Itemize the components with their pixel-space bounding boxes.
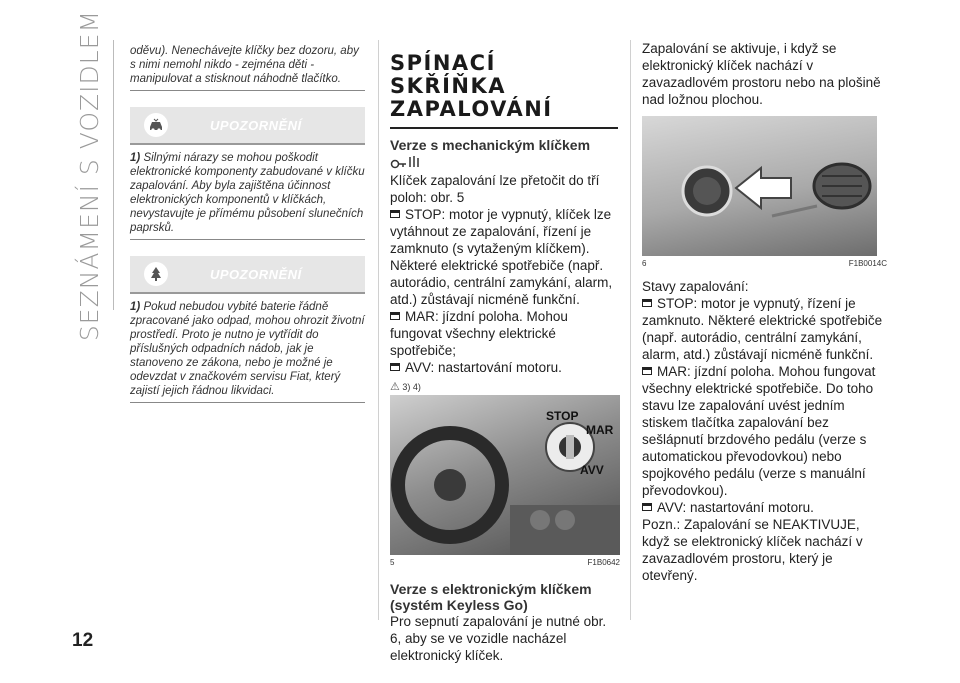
- tree-environment-icon: [144, 262, 168, 286]
- warning-box: [130, 107, 365, 240]
- bullet-text: STOP: motor je vypnutý, klíček lze vytáhnout ze zapalování, řízení je zamknuto (s vytaženým klíčkem). Některé elektrické spotřebiče (např. autorádio, centrální zamykání, alarm, atd.) zůstávají nicméně funkční.: [390, 207, 613, 307]
- bullet-text: AVV: nastartování motoru.: [405, 360, 562, 375]
- subheading-line: Verze s elektronickým klíčkem: [390, 581, 592, 597]
- warning-box: [130, 256, 365, 403]
- paragraph: Pro sepnutí zapalování je nutné obr. 6, aby se ve vozidle nacházel elektronický klíček.: [390, 614, 607, 663]
- side-rule: [113, 40, 114, 310]
- warning-header: [130, 107, 365, 145]
- warning-title: UPOZORNĚNÍ: [210, 266, 302, 282]
- side-section-title: [70, 9, 110, 341]
- figure-number: 5: [390, 558, 395, 567]
- bullet-icon: [390, 312, 400, 320]
- warning-text: [130, 145, 365, 240]
- figure-caption: [642, 259, 887, 268]
- figure-start-button: [642, 116, 877, 256]
- column-1: [130, 44, 365, 403]
- side-section-title-text: SEZNÁMENÍ S VOZIDLEM: [75, 9, 105, 341]
- figure-number: 6: [642, 259, 647, 268]
- column-3: [642, 40, 887, 584]
- note: Pozn.: Zapalování se NEAKTIVUJE, když se elektronický klíček nachází v zavazadlovém prostoru, který je otevřený.: [642, 517, 863, 583]
- reference-numbers: 3) 4): [402, 382, 421, 392]
- subheading-mechanical-key: Verze s mechanickým klíčkem: [390, 137, 591, 153]
- bullet-item: [390, 206, 620, 308]
- warning-text-body: Pokud nebudou vybité baterie řádně zpracované jako odpad, mohou ohrozit životní prostředí. Proto je nutno je vytřídit do příslušných odpadních nádob, jak je stanoveno ze zákona, nebo je možné je odevzdat v značkovém servisu Fiat, který zajistí jejich řádnou likvidaci.: [130, 301, 365, 397]
- bullet-item: [642, 363, 887, 499]
- key-symbol-icon: [390, 155, 620, 172]
- intro-text: oděvu). Nenechávejte klíčky bez dozoru, aby s nimi nemohl nikdo - zejména děti - manipulovat a stisknout náhodně tlačítko.: [130, 44, 365, 91]
- bullet-icon: [390, 210, 400, 218]
- bullet-item: [390, 359, 620, 376]
- paragraph: Zapalování se aktivuje, i když se elektronický klíček nachází v zavazadlovém prostoru nebo na plošině nad ložnou plochou.: [642, 41, 881, 107]
- warning-header: [130, 256, 365, 294]
- figure-caption: [390, 558, 620, 567]
- bullet-item: [642, 295, 887, 363]
- figure-code: F1B0014C: [848, 259, 887, 268]
- column-divider: [630, 40, 631, 620]
- section-title: [390, 52, 620, 121]
- subheading-line: (systém Keyless Go): [390, 597, 528, 613]
- figure-illustration: [642, 116, 877, 256]
- fig-label-mar: MAR: [586, 423, 614, 437]
- bullet-text: STOP: motor je vypnutý, řízení je zamknuto. Některé elektrické spotřebiče (např. autorádio, centrální zamykání, alarm, atd.) zůstávají nicméně funkční.: [642, 296, 883, 362]
- title-rule: [390, 127, 618, 129]
- section-title-line: ZAPALOVÁNÍ: [390, 97, 553, 121]
- reference-marks: [390, 380, 620, 393]
- figure-ignition-switch: [390, 395, 620, 555]
- bullet-text: MAR: jízdní poloha. Mohou fungovat všechny elektrické spotřebiče;: [390, 309, 568, 358]
- figure-code: F1B0642: [587, 558, 620, 567]
- warning-number: 1): [130, 152, 141, 164]
- paragraph: Klíček zapalování lze přetočit do tří poloh: obr. 5: [390, 173, 600, 205]
- bullet-item: [390, 308, 620, 359]
- bullet-text: AVV: nastartování motoru.: [657, 500, 814, 515]
- bullet-icon: [642, 503, 652, 511]
- fig-label-stop: STOP: [546, 409, 579, 423]
- column-divider: [378, 40, 379, 620]
- warning-triangle-icon: ⚠: [390, 381, 400, 393]
- warning-text-body: Silnými nárazy se mohou poškodit elektronické komponenty zabudované v klíčku zapalování. Aby byla zajištěna účinnost elektronických komponentů v klíčkách, nevystavujte je přímému působení slunečních paprsků.: [130, 152, 365, 234]
- bullet-item: [642, 499, 887, 516]
- paragraph: Stavy zapalování:: [642, 279, 749, 294]
- bullet-icon: [642, 299, 652, 307]
- fig-label-avv: AVV: [580, 463, 604, 477]
- page-number: 12: [72, 630, 94, 651]
- column-2: [390, 52, 620, 664]
- bullet-icon: [642, 367, 652, 375]
- warning-title: UPOZORNĚNÍ: [210, 117, 302, 133]
- bullet-icon: [390, 363, 400, 371]
- warning-text: [130, 294, 365, 403]
- subheading-electronic-key: [390, 581, 620, 613]
- section-title-line: SPÍNACÍ SKŘÍŇKA: [390, 51, 506, 98]
- bullet-text: MAR: jízdní poloha. Mohou fungovat všechny elektrické spotřebiče. Do toho stavu lze zapalování uvést jedním stiskem tlačítka zapalování bez sešlápnutí brzdového pedálu (verze s automatickou převodovkou) nebo spojkového pedálu (verze s manuální převodovkou).: [642, 364, 876, 498]
- car-damage-icon: [144, 113, 168, 137]
- warning-number: 1): [130, 301, 141, 313]
